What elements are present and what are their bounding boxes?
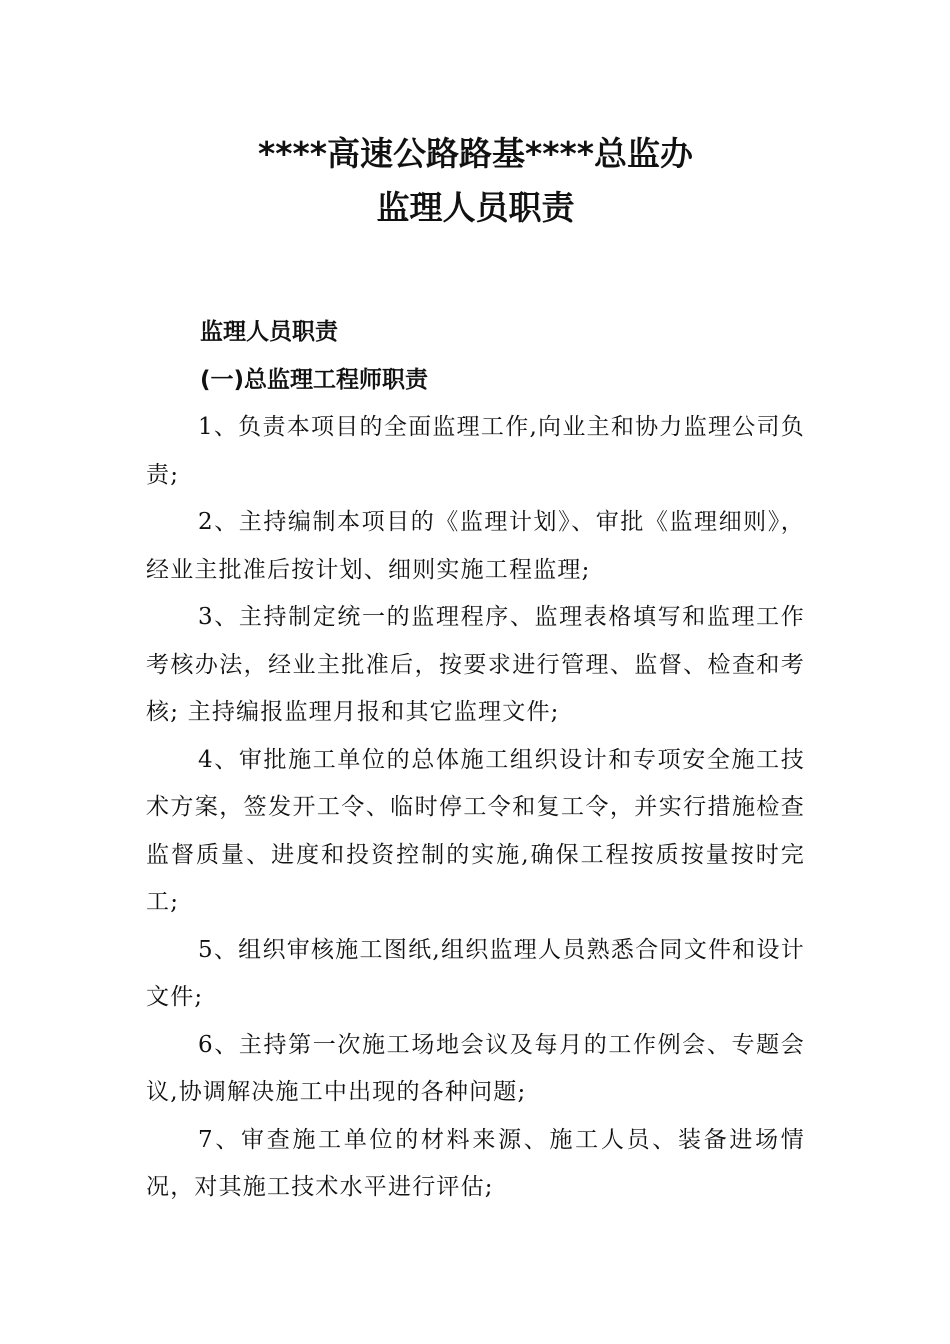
duty-item-2: 2、主持编制本项目的《监理计划》、审批《监理细则》，经业主批准后按计划、细则实施工程监理; xyxy=(146,509,805,583)
duty-item-7: 7、审查施工单位的材料来源、施工人员、装备进场情况，对其施工技术水平进行评估; xyxy=(146,1126,805,1200)
document-title-line1: ****高速公路路基****总监办 xyxy=(257,134,694,173)
duty-item-5: 5、组织审核施工图纸,组织监理人员熟悉合同文件和设计文件; xyxy=(146,936,805,1010)
duty-item-6: 6、主持第一次施工场地会议及每月的工作例会、专题会议,协调解决施工中出现的各种问题; xyxy=(146,1031,805,1105)
section-heading: 监理人员职责 xyxy=(200,319,338,345)
duty-item-3: 3、主持制定统一的监理程序、监理表格填写和监理工作考核办法，经业主批准后，按要求进行管理、监督、检查和考核; 主持编报监理月报和其它监理文件; xyxy=(146,604,805,725)
duty-item-4: 4、审批施工单位的总体施工组织设计和专项安全施工技术方案，签发开工令、临时停工令和复工令，并实行措施检查监督质量、进度和投资控制的实施,确保工程按质按量按时完工; xyxy=(146,746,805,915)
document-title-line2: 监理人员职责 xyxy=(376,188,575,227)
subsection-heading: (一)总监理工程师职责 xyxy=(200,367,429,393)
duty-item-1: 1、负责本项目的全面监理工作,向业主和协力监理公司负责; xyxy=(146,414,805,488)
